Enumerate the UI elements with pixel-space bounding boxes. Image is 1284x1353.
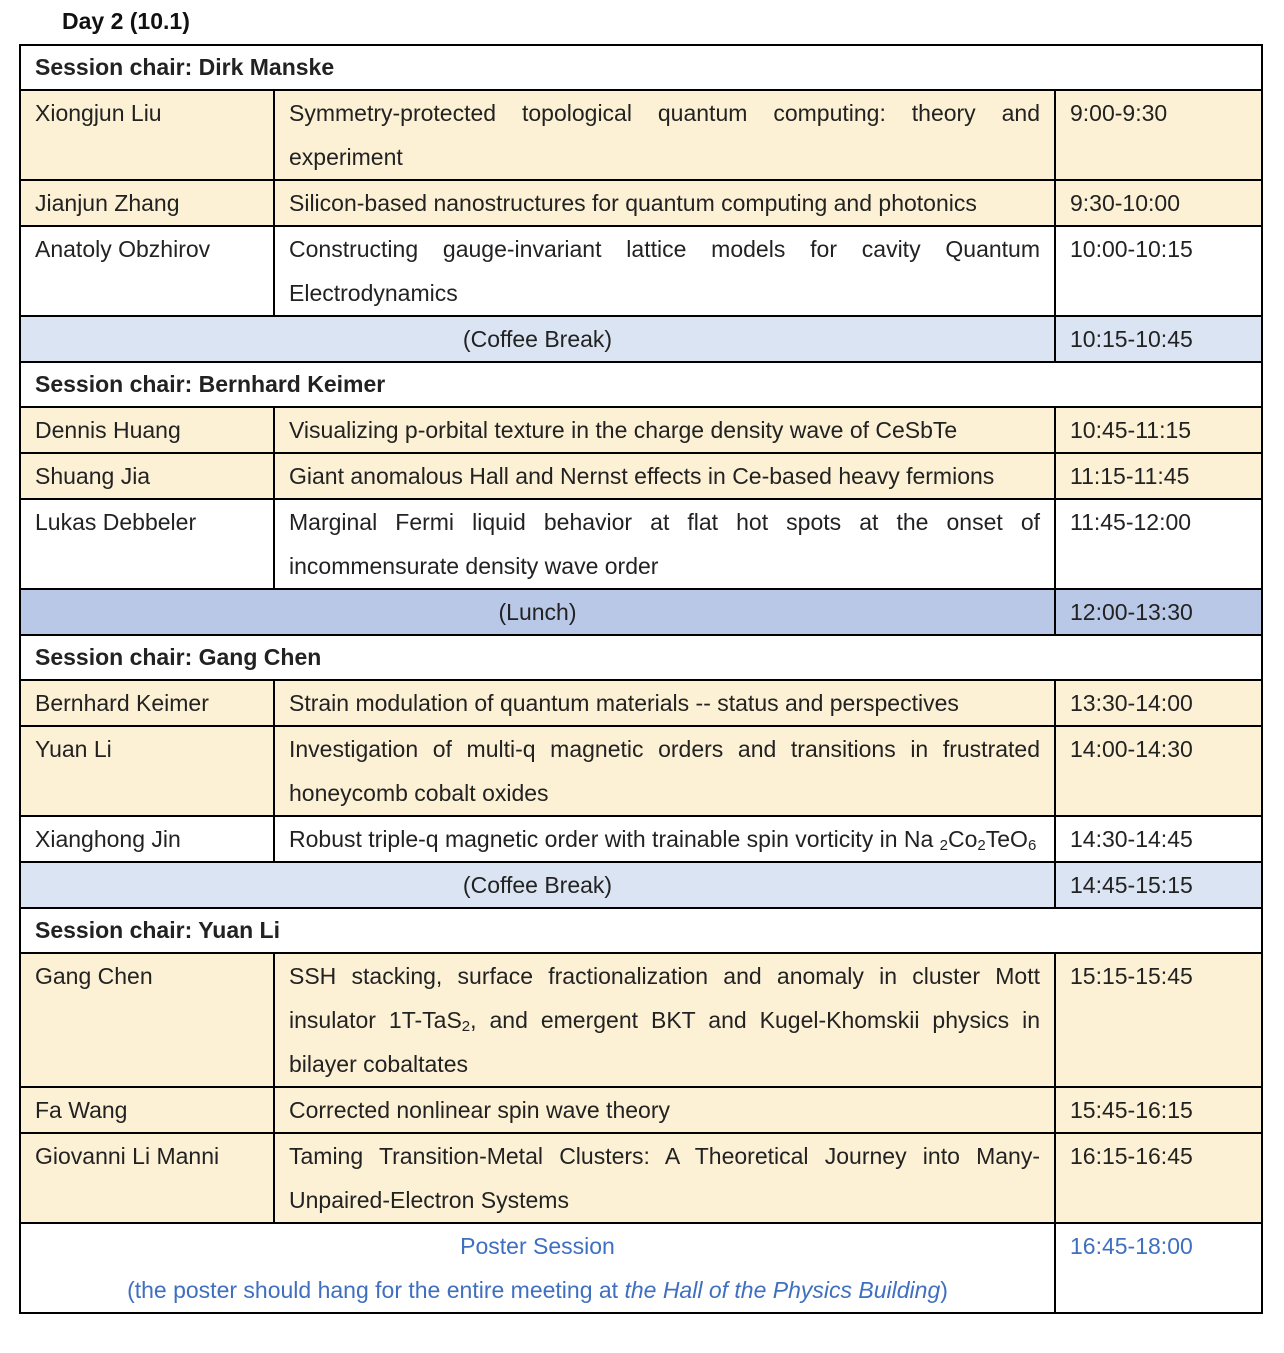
speaker: Dennis Huang bbox=[20, 407, 274, 453]
subscript: 2 bbox=[977, 837, 986, 854]
session-chair-row bbox=[20, 362, 1262, 407]
speaker: Lukas Debbeler bbox=[20, 499, 274, 589]
talk-title: Investigation of multi-q magnetic orders and transitions in frustrated honeycomb cobalt oxides bbox=[274, 726, 1055, 816]
subscript: 2 bbox=[939, 837, 949, 854]
speaker: Fa Wang bbox=[20, 1087, 274, 1133]
talk-row bbox=[20, 499, 1262, 589]
speaker: Jianjun Zhang bbox=[20, 180, 274, 226]
talk-row bbox=[20, 953, 1262, 1087]
poster-row bbox=[20, 1223, 1262, 1313]
talk-row bbox=[20, 816, 1262, 862]
poster-note bbox=[35, 1268, 1040, 1312]
speaker: Xianghong Jin bbox=[20, 816, 274, 862]
talk-time: 9:30-10:00 bbox=[1055, 180, 1262, 226]
talk-title: Visualizing p-orbital texture in the charge density wave of CeSbTe bbox=[274, 407, 1055, 453]
break-row bbox=[20, 316, 1262, 362]
talk-title bbox=[274, 953, 1055, 1087]
session-chair: Session chair: Gang Chen bbox=[20, 635, 1262, 680]
poster-cell bbox=[20, 1223, 1055, 1313]
talk-time: 15:45-16:15 bbox=[1055, 1087, 1262, 1133]
talk-row bbox=[20, 1133, 1262, 1223]
talk-time: 14:30-14:45 bbox=[1055, 816, 1262, 862]
session-chair-row bbox=[20, 908, 1262, 953]
speaker: Giovanni Li Manni bbox=[20, 1133, 274, 1223]
speaker: Bernhard Keimer bbox=[20, 680, 274, 726]
lunch-label: (Lunch) bbox=[20, 589, 1055, 635]
speaker: Anatoly Obzhirov bbox=[20, 226, 274, 316]
break-label: (Coffee Break) bbox=[20, 862, 1055, 908]
lunch-row bbox=[20, 589, 1262, 635]
title-text: Robust triple-q magnetic order with trainable spin vorticity in Na bbox=[289, 826, 934, 852]
talk-row bbox=[20, 726, 1262, 816]
poster-note-text: ) bbox=[940, 1277, 948, 1303]
day-title: Day 2 (10.1) bbox=[62, 8, 190, 34]
break-time: 10:15-10:45 bbox=[1055, 316, 1262, 362]
talk-title bbox=[274, 816, 1055, 862]
talk-row bbox=[20, 407, 1262, 453]
poster-location: the Hall of the Physics Building bbox=[624, 1277, 941, 1303]
session-chair: Session chair: Yuan Li bbox=[20, 908, 1262, 953]
talk-title: Strain modulation of quantum materials -- status and perspectives bbox=[274, 680, 1055, 726]
session-chair: Session chair: Bernhard Keimer bbox=[20, 362, 1262, 407]
break-label: (Coffee Break) bbox=[20, 316, 1055, 362]
schedule-table bbox=[19, 44, 1263, 1314]
subscript: 2 bbox=[461, 1018, 471, 1035]
formula bbox=[940, 826, 1037, 852]
talk-title: Taming Transition-Metal Clusters: A Theoretical Journey into Many-Unpaired-Electron Systems bbox=[274, 1133, 1055, 1223]
talk-time: 13:30-14:00 bbox=[1055, 680, 1262, 726]
title-text: , and emergent BKT and Kugel-Khomskii physics in bilayer cobaltates bbox=[289, 1007, 1040, 1077]
poster-label: Poster Session bbox=[460, 1233, 615, 1259]
talk-title: Corrected nonlinear spin wave theory bbox=[274, 1087, 1055, 1133]
formula-part: TeO bbox=[985, 826, 1028, 852]
talk-row bbox=[20, 226, 1262, 316]
break-time: 14:45-15:15 bbox=[1055, 862, 1262, 908]
talk-title: Silicon-based nanostructures for quantum computing and photonics bbox=[274, 180, 1055, 226]
subscript: 6 bbox=[1027, 837, 1037, 854]
talk-row bbox=[20, 680, 1262, 726]
speaker: Yuan Li bbox=[20, 726, 274, 816]
talk-title: Giant anomalous Hall and Nernst effects in Ce-based heavy fermions bbox=[274, 453, 1055, 499]
lunch-time: 12:00-13:30 bbox=[1055, 589, 1262, 635]
talk-time: 9:00-9:30 bbox=[1055, 90, 1262, 180]
speaker: Xiongjun Liu bbox=[20, 90, 274, 180]
talk-time: 16:15-16:45 bbox=[1055, 1133, 1262, 1223]
talk-row bbox=[20, 1087, 1262, 1133]
talk-title: Symmetry-protected topological quantum computing: theory and experiment bbox=[274, 90, 1055, 180]
talk-time: 10:45-11:15 bbox=[1055, 407, 1262, 453]
talk-time: 11:15-11:45 bbox=[1055, 453, 1262, 499]
talk-row bbox=[20, 180, 1262, 226]
session-chair: Session chair: Dirk Manske bbox=[20, 45, 1262, 90]
talk-time: 11:45-12:00 bbox=[1055, 499, 1262, 589]
talk-title: Constructing gauge-invariant lattice models for cavity Quantum Electrodynamics bbox=[274, 226, 1055, 316]
speaker: Gang Chen bbox=[20, 953, 274, 1087]
title-text: SSH stacking, surface fractionalization and anomaly in cluster Mott insulator 1T-TaS bbox=[289, 963, 1040, 1033]
formula-part: Co bbox=[948, 826, 978, 852]
talk-time: 14:00-14:30 bbox=[1055, 726, 1262, 816]
talk-time: 15:15-15:45 bbox=[1055, 953, 1262, 1087]
poster-time: 16:45-18:00 bbox=[1055, 1223, 1262, 1313]
session-chair-row bbox=[20, 45, 1262, 90]
talk-row bbox=[20, 90, 1262, 180]
talk-time: 10:00-10:15 bbox=[1055, 226, 1262, 316]
talk-row bbox=[20, 453, 1262, 499]
speaker: Shuang Jia bbox=[20, 453, 274, 499]
break-row bbox=[20, 862, 1262, 908]
session-chair-row bbox=[20, 635, 1262, 680]
poster-note-text: (the poster should hang for the entire meeting at bbox=[127, 1277, 625, 1303]
talk-title: Marginal Fermi liquid behavior at flat hot spots at the onset of incommensurate density wave order bbox=[274, 499, 1055, 589]
